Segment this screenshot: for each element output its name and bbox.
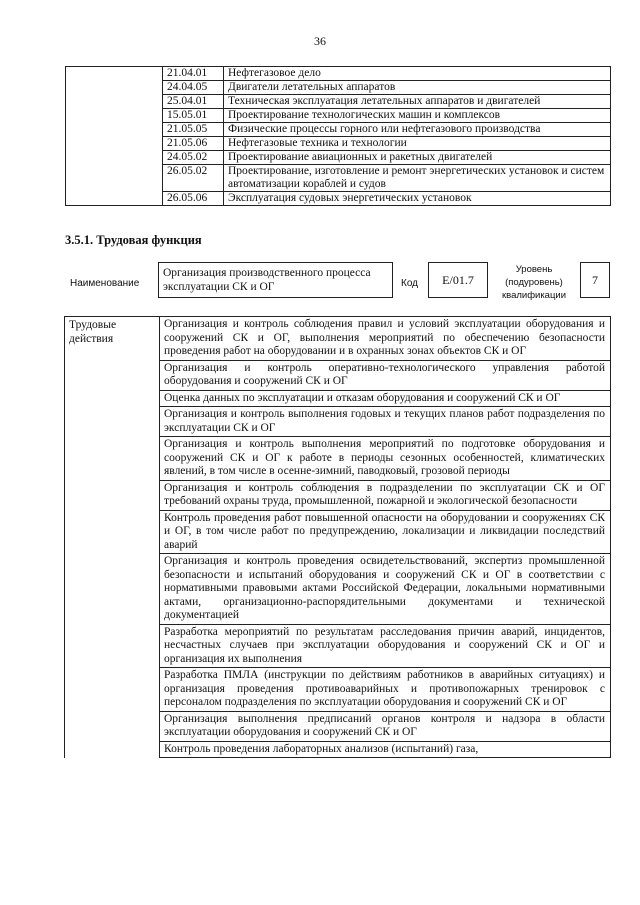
specialty-code: 24.05.02 (163, 151, 224, 165)
specialties-table (65, 66, 611, 206)
labor-action-text: Организация и контроль выполнения мероприятий по подготовке оборудования и сооружений СК и ОГ к работе в периоды сезонных особенностей, климатических явлений, в том числе в осенне-зимний, паводковый, грозовой периоды (160, 437, 611, 481)
section-heading: 3.5.1. Трудовая функция (65, 233, 202, 247)
specialty-code: 21.05.06 (163, 137, 224, 151)
labor-action-text: Организация выполнения предписаний органов контроля и надзора в области эксплуатации оборудования и сооружений СК и ОГ (160, 711, 611, 741)
labor-action-text: Разработка ПМЛА (инструкции по действиям работников в аварийных ситуациях) и организация проведения противоаварийных и противопожарных тренировок с персоналом подразделения по эксплуатации оборудования и сооружений СК и ОГ (160, 668, 611, 712)
function-code: Е/01.7 (428, 262, 488, 298)
specialty-name: Техническая эксплуатация летательных аппаратов и двигателей (224, 95, 611, 109)
labor-action-text: Контроль проведения работ повышенной опасности на оборудовании и сооружениях СК и ОГ, в том числе работ по предупреждению, локализации и ликвидации последствий аварий (160, 510, 611, 554)
specialty-name: Физические процессы горного или нефтегазового производства (224, 123, 611, 137)
specialty-name: Нефтегазовые техника и технологии (224, 137, 611, 151)
specialty-code: 25.04.01 (163, 95, 224, 109)
specialty-code: 26.05.06 (163, 192, 224, 206)
specialty-code: 21.04.01 (163, 67, 224, 81)
labor-action-text: Оценка данных по эксплуатации и отказам оборудования и сооружений СК и ОГ (160, 390, 611, 407)
specialty-code: 24.04.05 (163, 81, 224, 95)
labor-action-text: Контроль проведения лабораторных анализов (испытаний) газа, (160, 741, 611, 758)
specialty-name: Проектирование, изготовление и ремонт энергетических установок и систем автоматизации кораблей и судов (224, 165, 611, 192)
specialty-code: 15.05.01 (163, 109, 224, 123)
specialty-row (66, 67, 611, 81)
labor-actions-label: Трудовые действия (65, 317, 160, 758)
labor-action-text: Организация и контроль проведения освидетельствований, экспертиз промышленной безопасности и испытаний оборудования и сооружений СК и ОГ в соответствии с нормативными правовыми актами Российской Федерации, локальными нормативными актами, организационно-распорядительными документами и технической документацией (160, 554, 611, 625)
blank-cell (66, 67, 163, 206)
function-name-label: Наименование (70, 278, 140, 289)
function-name: Организация производственного процесса эксплуатации СК и ОГ (158, 262, 393, 298)
function-code-label: Код (401, 278, 419, 289)
labor-action-text: Организация и контроль выполнения годовых и текущих планов работ подразделения по эксплуатации СК и ОГ (160, 407, 611, 437)
qualification-level: 7 (580, 262, 610, 298)
specialty-name: Эксплуатация судовых энергетических установок (224, 192, 611, 206)
specialty-name: Проектирование авиационных и ракетных двигателей (224, 151, 611, 165)
qualification-level-label: Уровень (подуровень) квалификации (501, 264, 567, 301)
labor-action-text: Организация и контроль соблюдения в подразделении по эксплуатации СК и ОГ требований охраны труда, промышленной, пожарной и экологической безопасности (160, 480, 611, 510)
page-number: 36 (314, 34, 326, 48)
specialty-name: Нефтегазовое дело (224, 67, 611, 81)
specialty-name: Двигатели летательных аппаратов (224, 81, 611, 95)
labor-actions-table (64, 316, 611, 758)
labor-action-text: Разработка мероприятий по результатам расследования причин аварий, инцидентов, несчастных случаев при эксплуатации оборудования и сооружений СК и ОГ и организация их выполнения (160, 624, 611, 668)
specialty-name: Проектирование технологических машин и комплексов (224, 109, 611, 123)
labor-action-text: Организация и контроль соблюдения правил и условий эксплуатации оборудования и сооружений СК и ОГ, выполнения мероприятий по обеспечению безопасности проведения работ на оборудовании и в охранных зонах объектов СК и ОГ (160, 317, 611, 361)
specialty-code: 26.05.02 (163, 165, 224, 192)
labor-action-row (65, 317, 611, 361)
specialty-code: 21.05.05 (163, 123, 224, 137)
labor-action-text: Организация и контроль оперативно-технологического управления работой оборудования и сооружений СК и ОГ (160, 360, 611, 390)
